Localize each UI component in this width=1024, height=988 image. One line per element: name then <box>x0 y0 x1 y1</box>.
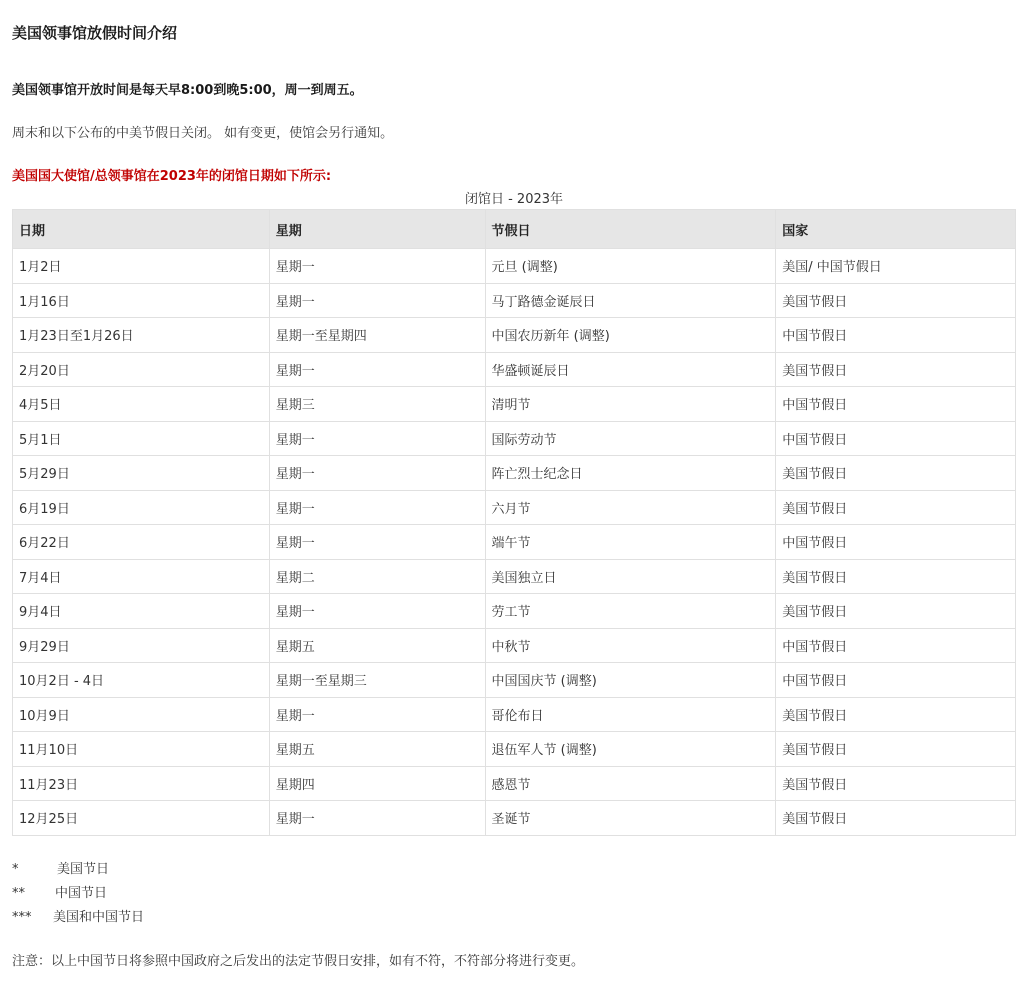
cell-country: 中国节假日 <box>776 628 1016 663</box>
closure-dates-heading: 美国国大使馆/总领事馆在2023年的闭馆日期如下所示: <box>12 169 332 184</box>
cell-date: 5月29日 <box>13 456 270 491</box>
cell-country: 美国节假日 <box>776 352 1016 387</box>
cell-weekday: 星期一 <box>269 525 485 560</box>
cell-holiday: 退伍军人节 (调整) <box>485 732 776 767</box>
cell-holiday: 端午节 <box>485 525 776 560</box>
table-row <box>13 249 1016 284</box>
cell-date: 10月2日 - 4日 <box>13 663 270 698</box>
header-holiday: 节假日 <box>485 210 776 249</box>
cell-weekday: 星期一 <box>269 594 485 629</box>
table-row <box>13 559 1016 594</box>
cell-country: 美国节假日 <box>776 732 1016 767</box>
cell-weekday: 星期一 <box>269 801 485 836</box>
cell-weekday: 星期二 <box>269 559 485 594</box>
legend-mark: *** <box>12 910 32 925</box>
cell-country: 美国节假日 <box>776 766 1016 801</box>
legend-mark: ** <box>12 886 25 901</box>
table-row <box>13 663 1016 698</box>
cell-holiday: 元旦 (调整) <box>485 249 776 284</box>
cell-holiday: 国际劳动节 <box>485 421 776 456</box>
cell-country: 美国节假日 <box>776 283 1016 318</box>
cell-country: 中国节假日 <box>776 663 1016 698</box>
cell-country: 美国节假日 <box>776 801 1016 836</box>
legend-text: 美国节日 <box>57 862 110 877</box>
cell-weekday: 星期五 <box>269 732 485 767</box>
cell-holiday: 阵亡烈士纪念日 <box>485 456 776 491</box>
header-date: 日期 <box>13 210 270 249</box>
cell-weekday: 星期一 <box>269 697 485 732</box>
table-row <box>13 352 1016 387</box>
cell-country: 美国/ 中国节假日 <box>776 249 1016 284</box>
cell-date: 12月25日 <box>13 801 270 836</box>
table-row <box>13 594 1016 629</box>
table-caption: 闭馆日 - 2023年 <box>464 192 564 207</box>
cell-weekday: 星期四 <box>269 766 485 801</box>
cell-holiday: 中国国庆节 (调整) <box>485 663 776 698</box>
cell-weekday: 星期三 <box>269 387 485 422</box>
cell-weekday: 星期一 <box>269 456 485 491</box>
cell-holiday: 马丁路德金诞辰日 <box>485 283 776 318</box>
table-row <box>13 732 1016 767</box>
closure-note-text: 周末和以下公布的中美节假日关闭。 如有变更，使馆会另行通知。 <box>12 126 394 141</box>
cell-date: 1月23日至1月26日 <box>13 318 270 353</box>
legend-text: 美国和中国节日 <box>53 910 145 925</box>
cell-date: 11月10日 <box>13 732 270 767</box>
cell-date: 4月5日 <box>13 387 270 422</box>
header-weekday: 星期 <box>269 210 485 249</box>
cell-date: 1月16日 <box>13 283 270 318</box>
table-row <box>13 283 1016 318</box>
header-country: 国家 <box>776 210 1016 249</box>
page-title: 美国领事馆放假时间介绍 <box>12 24 178 42</box>
cell-weekday: 星期一 <box>269 283 485 318</box>
table-row <box>13 456 1016 491</box>
cell-weekday: 星期一 <box>269 421 485 456</box>
cell-date: 9月4日 <box>13 594 270 629</box>
cell-date: 1月2日 <box>13 249 270 284</box>
legend-mark: * <box>12 862 19 877</box>
cell-holiday: 华盛顿诞辰日 <box>485 352 776 387</box>
holiday-table <box>12 209 1016 836</box>
legend-text: 中国节日 <box>55 886 108 901</box>
cell-country: 中国节假日 <box>776 421 1016 456</box>
table-row <box>13 421 1016 456</box>
cell-date: 2月20日 <box>13 352 270 387</box>
table-row <box>13 318 1016 353</box>
table-row <box>13 490 1016 525</box>
cell-country: 中国节假日 <box>776 318 1016 353</box>
cell-holiday: 美国独立日 <box>485 559 776 594</box>
cell-weekday: 星期五 <box>269 628 485 663</box>
cell-weekday: 星期一 <box>269 249 485 284</box>
cell-holiday: 感恩节 <box>485 766 776 801</box>
table-row <box>13 801 1016 836</box>
cell-country: 美国节假日 <box>776 456 1016 491</box>
cell-country: 美国节假日 <box>776 559 1016 594</box>
cell-weekday: 星期一至星期四 <box>269 318 485 353</box>
table-row <box>13 387 1016 422</box>
cell-country: 美国节假日 <box>776 594 1016 629</box>
cell-holiday: 清明节 <box>485 387 776 422</box>
cell-date: 7月4日 <box>13 559 270 594</box>
table-row <box>13 766 1016 801</box>
table-header-row <box>13 210 1016 249</box>
legend-item <box>12 858 109 877</box>
legend-item <box>12 882 107 901</box>
table-row <box>13 697 1016 732</box>
cell-weekday: 星期一至星期三 <box>269 663 485 698</box>
cell-country: 中国节假日 <box>776 387 1016 422</box>
cell-holiday: 中秋节 <box>485 628 776 663</box>
cell-holiday: 哥伦布日 <box>485 697 776 732</box>
table-body <box>13 249 1016 836</box>
opening-hours-text: 美国领事馆开放时间是每天早8:00到晚5:00，周一到周五。 <box>12 83 363 98</box>
table-row <box>13 628 1016 663</box>
cell-date: 11月23日 <box>13 766 270 801</box>
cell-date: 9月29日 <box>13 628 270 663</box>
cell-holiday: 劳工节 <box>485 594 776 629</box>
cell-holiday: 中国农历新年 (调整) <box>485 318 776 353</box>
cell-date: 10月9日 <box>13 697 270 732</box>
legend-item <box>12 906 144 925</box>
cell-weekday: 星期一 <box>269 490 485 525</box>
footnote-text: 注意：以上中国节日将参照中国政府之后发出的法定节假日安排，如有不符，不符部分将进行变更。 <box>12 954 585 969</box>
cell-country: 美国节假日 <box>776 697 1016 732</box>
cell-country: 中国节假日 <box>776 525 1016 560</box>
table-row <box>13 525 1016 560</box>
cell-holiday: 六月节 <box>485 490 776 525</box>
cell-date: 5月1日 <box>13 421 270 456</box>
cell-weekday: 星期一 <box>269 352 485 387</box>
cell-date: 6月19日 <box>13 490 270 525</box>
cell-country: 美国节假日 <box>776 490 1016 525</box>
cell-date: 6月22日 <box>13 525 270 560</box>
cell-holiday: 圣诞节 <box>485 801 776 836</box>
